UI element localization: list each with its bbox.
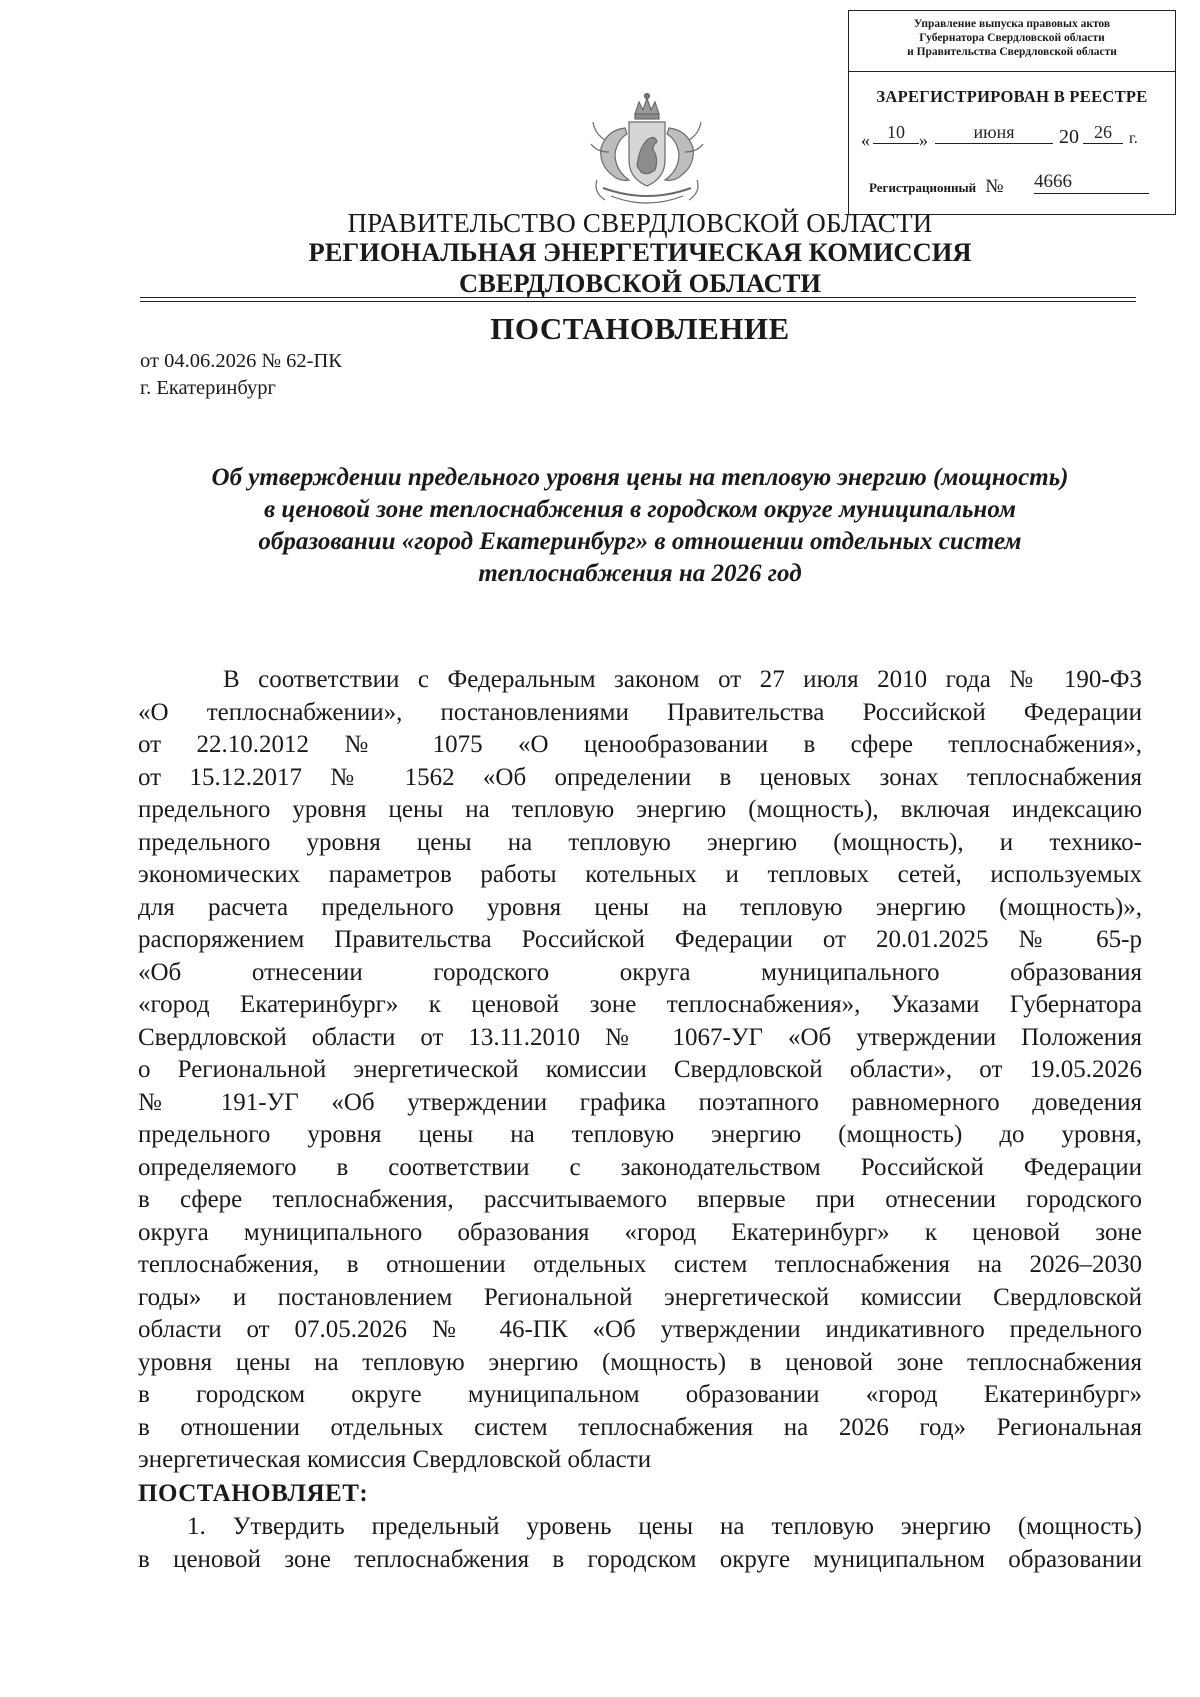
stamp-registered-label: ЗАРЕГИСТРИРОВАН В РЕЕСТРЕ <box>876 87 1148 106</box>
body-line: теплоснабжения, в отношении отдельных систем теплоснабжения на 2026–2030 <box>138 1251 1142 1278</box>
stamp-divider <box>849 71 1175 72</box>
document-type: ПОСТАНОВЛЕНИЕ <box>490 311 790 346</box>
body-line: «Об отнесении городского округа муниципального образования <box>138 958 1142 986</box>
document-city: г. Екатеринбург <box>140 377 276 399</box>
body-line: предельного уровня цены на тепловую энергию (мощность) до уровня, <box>138 1121 1142 1148</box>
body-line: энергетическая комиссия Свердловской области <box>138 1446 652 1473</box>
stamp-open-quote: « <box>861 130 870 150</box>
body-line: о Региональной энергетической комиссии Свердловской области», от 19.05.2026 <box>138 1056 1142 1083</box>
body-line: для расчета предельного уровня цены на тепловую энергию (мощность)», <box>138 893 1142 921</box>
header-divider <box>140 297 1136 298</box>
body-line: годы» и постановлением Региональной энергетической комиссии Свердловской <box>138 1283 1142 1311</box>
body-line: от 22.10.2012 № 1075 «О ценообразовании в сфере теплоснабжения», <box>138 731 1142 758</box>
stamp-month: июня <box>935 122 1053 144</box>
coat-of-arms-emblem <box>585 92 709 212</box>
body-line: в городском округе муниципальном образовании «город Екатеринбург» <box>138 1381 1142 1408</box>
commission-name-line-1: РЕГИОНАЛЬНАЯ ЭНЕРГЕТИЧЕСКАЯ КОМИССИЯ <box>308 237 972 267</box>
government-name: ПРАВИТЕЛЬСТВО СВЕРДЛОВСКОЙ ОБЛАСТИ <box>347 208 933 238</box>
stamp-year-prefix: 20 <box>1059 126 1079 148</box>
stamp-header-line: Губернатора Свердловской области <box>919 32 1105 44</box>
stamp-date-line <box>859 122 1171 154</box>
stamp-year-suffix: 26 <box>1083 122 1123 144</box>
body-line: Свердловской области от 13.11.2010 № 1067-УГ «Об утверждении Положения <box>138 1023 1142 1051</box>
body-line: области от 07.05.2026 № 46-ПК «Об утверждении индикативного предельного <box>138 1316 1142 1343</box>
body-line: В соответствии с Федеральным законом от 27 июля 2010 года № 190-ФЗ <box>223 666 1142 693</box>
body-line: уровня цены на тепловую энергию (мощность) в ценовой зоне теплоснабжения <box>138 1348 1142 1376</box>
body-line: определяемого в соответствии с законодательством Российской Федерации <box>138 1153 1142 1181</box>
document-title-line: Об утверждении предельного уровня цены на тепловую энергию (мощность) <box>211 464 1069 491</box>
body-line: «город Екатеринбург» к ценовой зоне теплоснабжения», Указами Губернатора <box>138 991 1142 1018</box>
body-line: от 15.12.2017 № 1562 «Об определении в ценовых зонах теплоснабжения <box>138 763 1142 791</box>
item-1-line: в ценовой зоне теплоснабжения в городском округе муниципальном образовании <box>138 1546 1142 1573</box>
stamp-reg-label <box>869 176 1003 198</box>
body-line: распоряжением Правительства Российской Федерации от 20.01.2025 № 65-р <box>138 926 1142 953</box>
stamp-header-line: и Правительства Свердловской области <box>907 46 1117 58</box>
stamp-reg-label-text: Регистрационный <box>869 180 977 195</box>
stamp-number-sign: № <box>985 176 1004 197</box>
body-line: «О теплоснабжении», постановлениями Правительства Российской Федерации <box>138 698 1142 726</box>
stamp-year-unit: г. <box>1129 130 1138 147</box>
document-title-line: в ценовой зоне теплоснабжения в городском округе муниципальном <box>264 496 1016 523</box>
header-divider <box>140 301 1136 302</box>
commission-name-line-2: СВЕРДЛОВСКОЙ ОБЛАСТИ <box>458 268 822 298</box>
document-date-number: от 04.06.2026 № 62-ПК <box>140 350 342 372</box>
resolve-heading: ПОСТАНОВЛЯЕТ: <box>138 1480 369 1507</box>
registration-stamp <box>848 10 1176 215</box>
body-line: предельного уровня цены на тепловую энергию (мощность), и технико- <box>138 828 1142 856</box>
body-line: экономических параметров работы котельных и тепловых сетей, используемых <box>138 861 1142 888</box>
body-line: предельного уровня цены на тепловую энергию (мощность), включая индексацию <box>138 796 1142 823</box>
stamp-header-line: Управление выпуска правовых актов <box>913 18 1111 30</box>
stamp-day: 10 <box>873 122 919 144</box>
item-1-line: 1. Утвердить предельный уровень цены на тепловую энергию (мощность) <box>187 1513 1142 1540</box>
document-title-line: теплоснабжения на 2026 год <box>478 560 802 587</box>
body-line: в сфере теплоснабжения, рассчитываемого впервые при отнесении городского <box>138 1186 1142 1213</box>
body-line: округа муниципального образования «город Екатеринбург» к ценовой зоне <box>138 1218 1142 1246</box>
body-line: № 191-УГ «Об утверждении графика поэтапного равномерного доведения <box>138 1088 1142 1116</box>
stamp-reg-number: 4666 <box>1034 171 1149 194</box>
stamp-close-quote: » <box>919 130 928 150</box>
document-title-line: образовании «город Екатеринбург» в отношении отдельных систем <box>258 528 1022 555</box>
body-line: в отношении отдельных систем теплоснабжения на 2026 год» Региональная <box>138 1413 1142 1441</box>
